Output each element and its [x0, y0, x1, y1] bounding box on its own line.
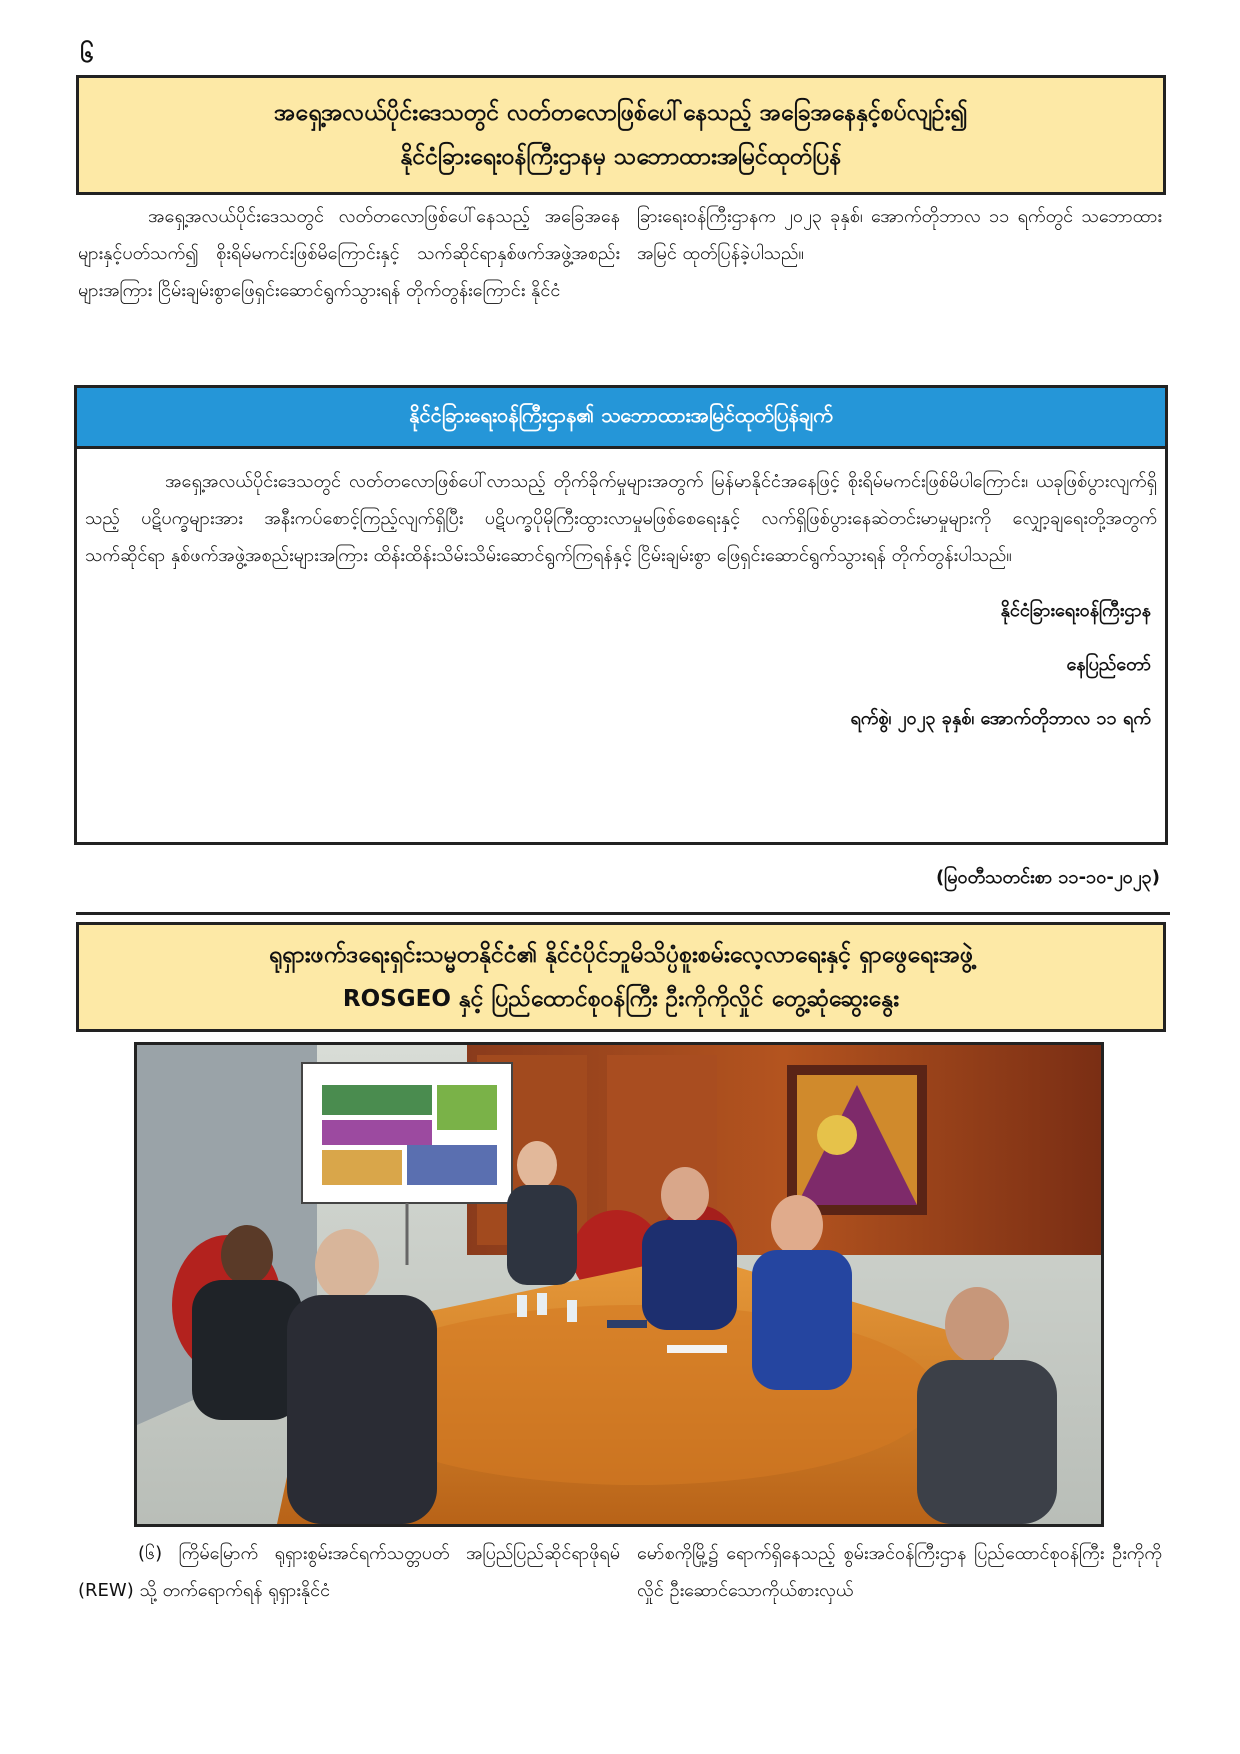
- article1-title-box: [76, 75, 1166, 195]
- article2-right-paragraph: မော်စကိုမြို့၌ ရောက်ရှိနေသည့် စွမ်းအင်ဝန်ကြီးဌာန ပြည်ထောင်စုဝန်ကြီး ဦးကိုကိုလှိုင် ဦးဆောင်သောကိုယ်စားလှယ်: [637, 1543, 1162, 1601]
- signature-place: နေပြည်တော်: [1066, 654, 1151, 675]
- article1-title-line2: နိုင်ငံခြားရေးဝန်ကြီးဌာနမှ သဘောထားအမြင်ထုတ်ပြန်: [400, 144, 842, 170]
- article2-left-paragraph: (၆) ကြိမ်မြောက် ရုရှားစွမ်းအင်ရက်သတ္တပတ် အပြည်ပြည်ဆိုင်ရာဖိုရမ် (REW) သို့ တက်ရောက်ရန် ရုရှားနိုင်ငံ: [78, 1543, 620, 1601]
- statement-box: [74, 385, 1168, 845]
- section-divider: [76, 912, 1170, 915]
- article2-left-column: [78, 1535, 620, 1609]
- signature-org: နိုင်ငံခြားရေးဝန်ကြီးဌာန: [1000, 600, 1151, 621]
- statement-header: နိုင်ငံခြားရေးဝန်ကြီးဌာန၏ သဘောထားအမြင်ထုတ်ပြန်ချက်: [77, 388, 1165, 449]
- article2-title-box: [76, 922, 1166, 1032]
- source-citation: (မြဝတီသတင်းစာ ၁၁-၁၀-၂၀၂၃): [935, 867, 1160, 888]
- article1-right-paragraph: ခြားရေးဝန်ကြီးဌာနက ၂၀၂၃ ခုနှစ်၊ အောက်တိုဘာလ ၁၁ ရက်တွင် သဘောထားအမြင် ထုတ်ပြန်ခဲ့ပါသည်။: [637, 206, 1162, 264]
- article1-left-column: [78, 198, 620, 309]
- statement-signature: [85, 584, 1157, 746]
- article2-right-column: [637, 1535, 1162, 1609]
- statement-paragraph: အရှေ့အလယ်ပိုင်းဒေသတွင် လတ်တလောဖြစ်ပေါ်လာသည့် တိုက်ခိုက်မှုများအတွက် မြန်မာနိုင်ငံအနေဖြင့် စိုးရိမ်မကင်းဖြစ်မိပါကြောင်း၊ ယခုဖြစ်ပွားလျက်ရှိသည့် ပဋိပက္ခများအား အနီးကပ်စောင့်ကြည့်လျက်ရှိပြီး ပဋိပက္ခပိုမိုကြီးထွားလာမှုမဖြစ်စေရေးနှင့် လက်ရှိဖြစ်ပွားနေဆဲတင်းမာမှုများကို လျှော့ချရေးတို့အတွက် သက်ဆိုင်ရာ နှစ်ဖက်အဖွဲ့အစည်းများအကြား ထိန်းထိန်းသိမ်းသိမ်းဆောင်ရွက်ကြရန်နှင့် ငြိမ်းချမ်းစွာ ဖြေရှင်းဆောင်ရွက်သွားရန် တိုက်တွန်းပါသည်။: [85, 471, 1157, 566]
- meeting-photo: [134, 1042, 1104, 1527]
- article1-title-line1: အရှေ့အလယ်ပိုင်းဒေသတွင် လတ်တလောဖြစ်ပေါ်နေသည့် အခြေအနေနှင့်စပ်လျဉ်း၍: [274, 100, 968, 126]
- article2-title-line1: ရုရှားဖက်ဒရေးရှင်းသမ္မတနိုင်ငံ၏ နိုင်ငံပိုင်ဘူမိသိပ္ပံစူးစမ်းလေ့လာရေးနှင့် ရှာဖွေရေးအဖွဲ့: [268, 942, 974, 968]
- signature-date: ရက်စွဲ၊ ၂၀၂၃ ခုနှစ်၊ အောက်တိုဘာလ ၁၁ ရက်: [850, 708, 1151, 729]
- article2-title-line2: ROSGEO နှင့် ပြည်ထောင်စုဝန်ကြီး ဦးကိုကိုလှိုင် တွေ့ဆုံဆွေးနွေး: [342, 986, 900, 1012]
- article1-left-paragraph: အရှေ့အလယ်ပိုင်းဒေသတွင် လတ်တလောဖြစ်ပေါ်နေသည့် အခြေအနေများနှင့်ပတ်သက်၍ စိုးရိမ်မကင်းဖြစ်မိကြောင်းနှင့် သက်ဆိုင်ရာနှစ်ဖက်အဖွဲ့အစည်းများအကြား ငြိမ်းချမ်းစွာဖြေရှင်းဆောင်ရွက်သွားရန် တိုက်တွန်းကြောင်း နိုင်ငံ: [78, 206, 620, 301]
- statement-body: [77, 449, 1165, 746]
- meeting-photo-illustration: [137, 1045, 1101, 1524]
- article1-right-column: [637, 198, 1162, 272]
- page-number: ၆: [80, 40, 94, 68]
